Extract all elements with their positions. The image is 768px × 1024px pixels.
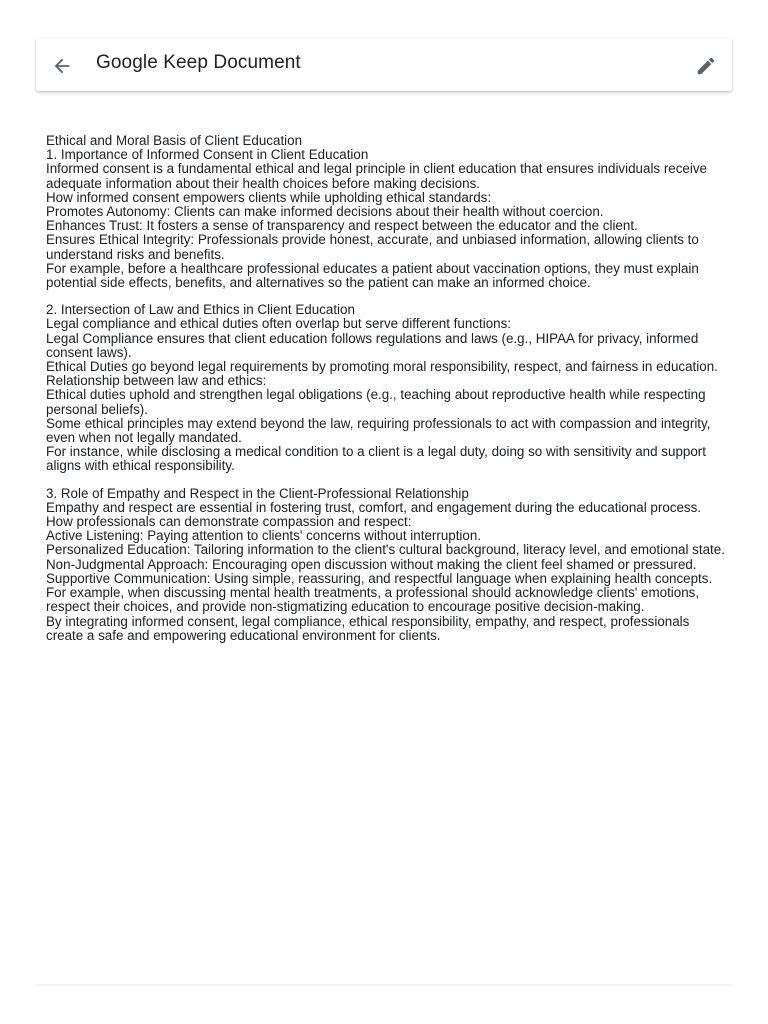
section-2-point: Legal Compliance ensures that client education follows regulations and laws (e.g., HIPAA for privacy, informed consent laws). <box>46 330 699 360</box>
section-2-intro: Legal compliance and ethical duties often overlap but serve different functions: <box>46 316 511 332</box>
section-2-example: For instance, while disclosing a medical condition to a client is a legal duty, doing so with sensitivity and support aligns with ethical responsibility. <box>46 444 706 474</box>
section-1-point: Enhances Trust: It fosters a sense of transparency and respect between the educator and the client. <box>46 218 638 234</box>
section-1-intro: Informed consent is a fundamental ethical and legal principle in client education that ensures individuals receive adequate information about their health choices before making decisions. <box>46 161 707 191</box>
section-2-point: Some ethical principles may extend beyond the law, requiring professionals to act with compassion and integrity, even when not legally mandated. <box>46 415 711 446</box>
section-3-conclusion: By integrating informed consent, legal compliance, ethical responsibility, empathy, and respect, professionals create a safe and empowering educational environment for clients. <box>46 613 690 643</box>
section-1-lead: How informed consent empowers clients while upholding ethical standards: <box>46 189 492 205</box>
top-app-bar <box>36 38 732 91</box>
section-3-point: Non-Judgmental Approach: Encouraging open discussion without making the client feel shamed or pressured. <box>46 556 697 572</box>
bottom-divider <box>36 984 732 986</box>
pencil-edit-icon <box>695 55 717 77</box>
section-3-point: Supportive Communication: Using simple, reassuring, and respectful language when explaining health concepts. <box>46 570 713 586</box>
section-1-heading: 1. Importance of Informed Consent in Client Education <box>46 147 369 163</box>
section-3-lead: How professionals can demonstrate compassion and respect: <box>46 514 412 530</box>
section-3-heading: 3. Role of Empathy and Respect in the Client-Professional Relationship <box>46 485 469 501</box>
document-title: Ethical and Moral Basis of Client Education <box>46 133 303 148</box>
section-2-heading: 2. Intersection of Law and Ethics in Client Education <box>46 302 355 318</box>
document-body <box>46 134 728 643</box>
paragraph-gap <box>46 474 728 487</box>
section-3-point: Active Listening: Paying attention to clients' concerns without interruption. <box>46 528 482 544</box>
edit-button[interactable] <box>690 50 722 82</box>
back-button[interactable] <box>46 50 78 82</box>
section-1-point: Promotes Autonomy: Clients can make informed decisions about their health without coercion. <box>46 204 604 220</box>
section-2-lead: Relationship between law and ethics: <box>46 373 267 389</box>
page-title: Google Keep Document <box>96 52 301 73</box>
section-1-point: Ensures Ethical Integrity: Professionals provide honest, accurate, and unbiased information, allowing clients to understand risks and benefits. <box>46 232 699 262</box>
section-1-example: For example, before a healthcare professional educates a patient about vaccination options, they must explain potential side effects, benefits, and alternatives so the patient can make an informed choice. <box>46 260 699 291</box>
arrow-back-icon <box>51 55 73 77</box>
section-3-intro: Empathy and respect are essential in fostering trust, comfort, and engagement during the educational process. <box>46 499 702 515</box>
section-2-point: Ethical duties uphold and strengthen legal obligations (e.g., teaching about reproductive health while respecting personal beliefs). <box>46 387 706 417</box>
section-2-point: Ethical Duties go beyond legal requirements by promoting moral responsibility, respect, and fairness in education. <box>46 359 718 375</box>
section-3-example: For example, when discussing mental health treatments, a professional should acknowledge clients' emotions, respect their choices, and provide non-stigmatizing education to encourage positive decision-making. <box>46 585 700 615</box>
section-3-point: Personalized Education: Tailoring information to the client's cultural background, literacy level, and emotional state. <box>46 542 725 558</box>
